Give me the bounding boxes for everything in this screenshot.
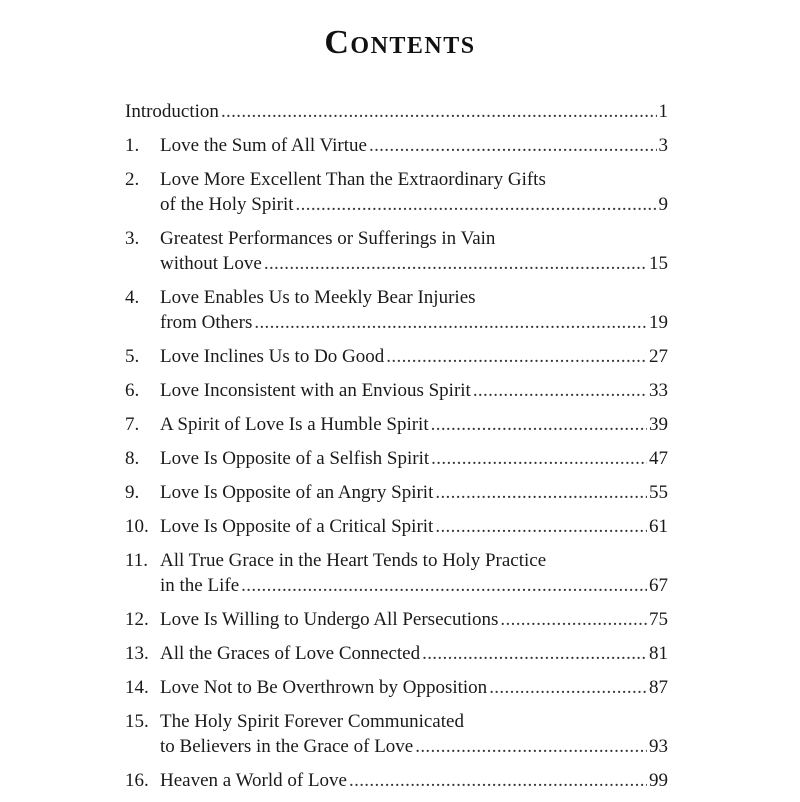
- toc-entry-title: All True Grace in the Heart Tends to Holy Practice: [160, 550, 547, 571]
- toc-entry-title: The Holy Spirit Forever Communicated: [160, 711, 464, 732]
- toc-entry-number: 13.: [125, 643, 149, 664]
- toc-entry: [125, 226, 668, 276]
- dot-leader: [431, 412, 647, 437]
- toc-entry: [125, 675, 668, 700]
- toc-entry-number: 16.: [125, 770, 149, 791]
- dot-leader: [369, 133, 657, 158]
- toc-page-number: 55: [649, 482, 668, 503]
- toc-entry: [125, 709, 668, 759]
- toc-entry-introduction: [125, 99, 668, 124]
- toc-entry-number: 12.: [125, 609, 149, 630]
- toc-entry: [125, 446, 668, 471]
- dot-leader: [386, 344, 647, 369]
- dot-leader: [241, 573, 647, 598]
- toc-entry-number: 7.: [125, 414, 140, 435]
- toc-page-number: 99: [649, 770, 668, 791]
- toc-entry-title: without Love: [160, 253, 262, 274]
- toc-page-number: 3: [658, 135, 668, 156]
- dot-leader: [473, 378, 647, 403]
- toc-entry-title: All the Graces of Love Connected: [160, 643, 421, 664]
- toc-entry-title: Love More Excellent Than the Extraordinary Gifts: [160, 169, 546, 190]
- toc-entry: [125, 514, 668, 539]
- toc-page-number: 19: [649, 312, 668, 333]
- toc-entry: [125, 548, 668, 598]
- toc-entry-title: Love Enables Us to Meekly Bear Injuries: [160, 287, 476, 308]
- toc-entry: [125, 344, 668, 369]
- dot-leader: [431, 446, 647, 471]
- toc-entry-title: Love Is Opposite of a Selfish Spirit: [160, 448, 430, 469]
- page-title: Contents: [324, 24, 476, 61]
- toc-page-number: 27: [649, 346, 668, 367]
- dot-leader: [489, 675, 647, 700]
- dot-leader: [422, 641, 647, 666]
- toc-entry-number: 15.: [125, 711, 149, 732]
- toc-entry: [125, 768, 668, 793]
- toc-entry-title: Introduction: [125, 101, 219, 122]
- toc-entry-title: Love Inconsistent with an Envious Spirit: [160, 380, 471, 401]
- toc-entry-number: 5.: [125, 346, 140, 367]
- toc-entry-title: Love Is Opposite of an Angry Spirit: [160, 482, 434, 503]
- toc-entry-number: 9.: [125, 482, 140, 503]
- toc-page-number: 75: [649, 609, 668, 630]
- toc-entry-title: Love Is Willing to Undergo All Persecutions: [160, 609, 499, 630]
- toc-page-number: 47: [649, 448, 668, 469]
- toc-entry-number: 3.: [125, 228, 140, 249]
- toc-page-number: 61: [649, 516, 668, 537]
- toc-entry-number: 10.: [125, 516, 149, 537]
- dot-leader: [500, 607, 647, 632]
- toc-page-number: 15: [649, 253, 668, 274]
- toc-entry-title: from Others: [160, 312, 253, 333]
- toc-page-number: 67: [649, 575, 668, 596]
- toc-entry-title: Love Inclines Us to Do Good: [160, 346, 385, 367]
- dot-leader: [435, 480, 647, 505]
- toc-entry: [125, 607, 668, 632]
- dot-leader: [221, 99, 657, 124]
- toc-entry: [125, 133, 668, 158]
- toc-entry-number: 6.: [125, 380, 140, 401]
- toc-entry-number: 1.: [125, 135, 140, 156]
- toc-entry-title: A Spirit of Love Is a Humble Spirit: [160, 414, 429, 435]
- dot-leader: [349, 768, 647, 793]
- dot-leader: [415, 734, 647, 759]
- toc-entry: [125, 378, 668, 403]
- toc-entry-title: of the Holy Spirit: [160, 194, 294, 215]
- toc-entry-number: 14.: [125, 677, 149, 698]
- toc-entry-number: 2.: [125, 169, 140, 190]
- toc-page-number: 9: [658, 194, 668, 215]
- toc-entry: [125, 641, 668, 666]
- toc-page-number: 39: [649, 414, 668, 435]
- toc-page-number: 81: [649, 643, 668, 664]
- dot-leader: [264, 251, 647, 276]
- toc-entry-title: Heaven a World of Love: [160, 770, 347, 791]
- toc-entry-title: Love Not to Be Overthrown by Opposition: [160, 677, 488, 698]
- toc-page-number: 33: [649, 380, 668, 401]
- toc-entry-title: Greatest Performances or Sufferings in Vain: [160, 228, 496, 249]
- toc-entry: [125, 412, 668, 437]
- toc-entry-title: in the Life: [160, 575, 240, 596]
- toc-entry-title: to Believers in the Grace of Love: [160, 736, 414, 757]
- toc-page-number: 1: [658, 101, 668, 122]
- toc-entry-number: 11.: [125, 550, 149, 571]
- toc-entry: [125, 480, 668, 505]
- toc-page-number: 93: [649, 736, 668, 757]
- toc-entry: [125, 285, 668, 335]
- table-of-contents: [125, 99, 668, 802]
- dot-leader: [254, 310, 647, 335]
- toc-entry-number: 8.: [125, 448, 140, 469]
- toc-entry-title: Love Is Opposite of a Critical Spirit: [160, 516, 434, 537]
- toc-page-number: 87: [649, 677, 668, 698]
- toc-entry-title: Love the Sum of All Virtue: [160, 135, 367, 156]
- toc-entry-number: 4.: [125, 287, 140, 308]
- toc-entry: [125, 167, 668, 217]
- dot-leader: [296, 192, 657, 217]
- dot-leader: [435, 514, 647, 539]
